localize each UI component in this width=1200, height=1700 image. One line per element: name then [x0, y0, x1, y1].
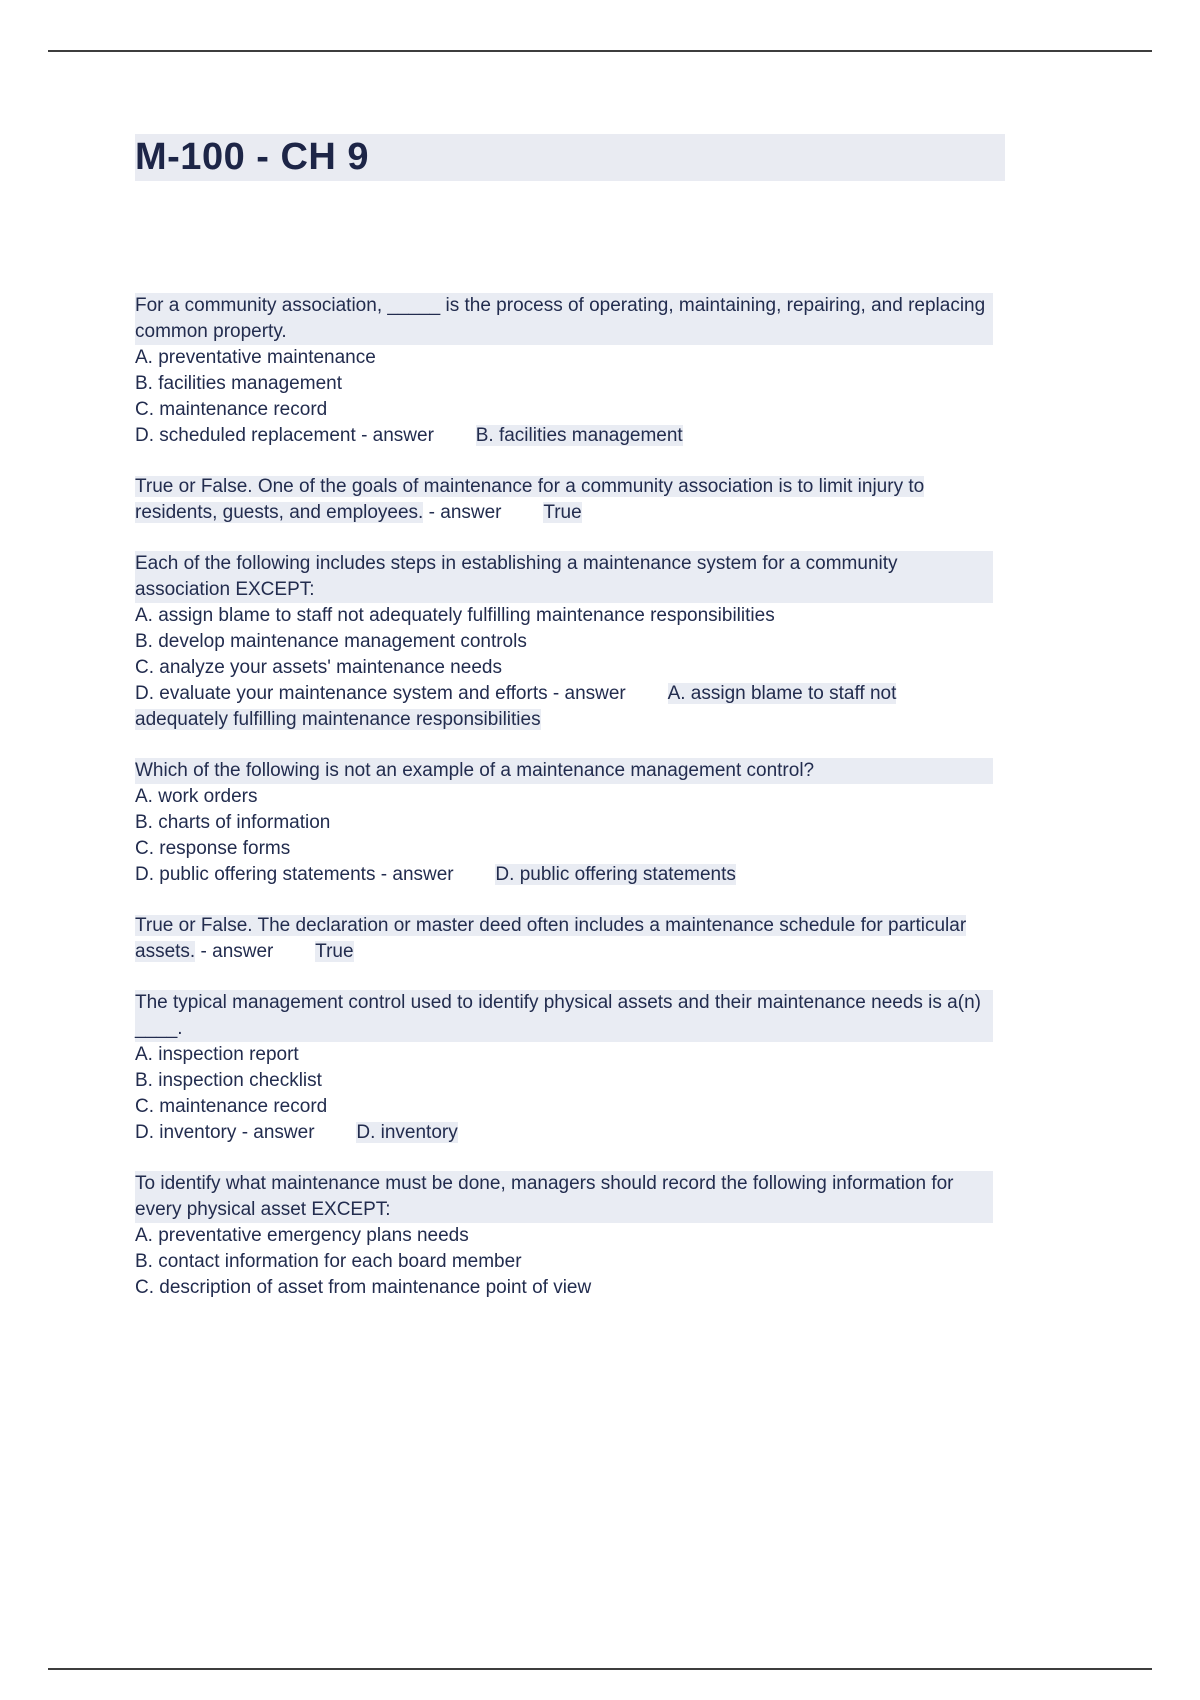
option: B. develop maintenance management controls [135, 631, 527, 652]
answer-text: D. inventory [356, 1122, 458, 1143]
option: A. inspection report [135, 1044, 299, 1065]
answer-text: True [315, 941, 354, 962]
question-stem: For a community association, _____ is the process of operating, maintaining, repairing, and replacing common property. [135, 293, 993, 345]
option: D. public offering statements [135, 864, 376, 885]
question-block [135, 1171, 993, 1301]
option: D. evaluate your maintenance system and efforts [135, 683, 548, 704]
question-stem: The typical management control used to identify physical assets and their maintenance needs is a(n) ____. [135, 990, 993, 1042]
option: A. preventative emergency plans needs [135, 1225, 469, 1246]
option: B. inspection checklist [135, 1070, 322, 1091]
question-block [135, 474, 993, 526]
answer-separator: - answer [200, 941, 274, 962]
answer-text: A. assign blame to staff not adequately fulfilling maintenance responsibilities [135, 683, 897, 730]
option: D. scheduled replacement [135, 425, 356, 446]
question-stem: True or False. The declaration or master deed often includes a maintenance schedule for particular assets. [135, 915, 967, 962]
document-page [135, 134, 993, 1326]
answer-text: True [543, 502, 582, 523]
stem-with-answer [135, 474, 993, 526]
option: A. preventative maintenance [135, 347, 376, 368]
page-title: M-100 - CH 9 [135, 134, 1005, 181]
answer-separator: - answer [380, 864, 454, 885]
stem-with-answer [135, 913, 993, 965]
option: A. work orders [135, 786, 258, 807]
option-with-answer [135, 862, 993, 888]
option-with-answer [135, 1120, 993, 1146]
option: C. maintenance record [135, 1096, 328, 1117]
question-block [135, 990, 993, 1146]
question-stem: True or False. One of the goals of maintenance for a community association is to limit injury to residents, guests, and employees. [135, 476, 925, 523]
answer-text: D. public offering statements [495, 864, 736, 885]
question-block [135, 293, 993, 449]
option-with-answer [135, 423, 993, 449]
question-stem: Each of the following includes steps in establishing a maintenance system for a community association EXCEPT: [135, 551, 993, 603]
option: A. assign blame to staff not adequately fulfilling maintenance responsibilities [135, 605, 775, 626]
answer-separator: - answer [241, 1122, 315, 1143]
question-block [135, 913, 993, 965]
option: D. inventory [135, 1122, 237, 1143]
option: B. contact information for each board member [135, 1251, 522, 1272]
answer-separator: - answer [361, 425, 434, 446]
question-block [135, 551, 993, 733]
option: B. charts of information [135, 812, 331, 833]
answer-separator: - answer [552, 683, 626, 704]
question-stem: Which of the following is not an example of a maintenance management control? [135, 758, 993, 784]
question-block [135, 758, 993, 888]
question-stem: To identify what maintenance must be done, managers should record the following information for every physical asset EXCEPT: [135, 1171, 993, 1223]
answer-separator: - answer [428, 502, 502, 523]
option: C. analyze your assets' maintenance needs [135, 657, 502, 678]
option: C. description of asset from maintenance point of view [135, 1277, 592, 1298]
option-with-answer [135, 681, 993, 733]
option: C. response forms [135, 838, 291, 859]
answer-text: B. facilities management [475, 425, 683, 446]
option: C. maintenance record [135, 399, 328, 420]
question-list [135, 293, 993, 1301]
option: B. facilities management [135, 373, 342, 394]
top-border-rule [48, 50, 1152, 52]
bottom-border-rule [48, 1668, 1152, 1670]
